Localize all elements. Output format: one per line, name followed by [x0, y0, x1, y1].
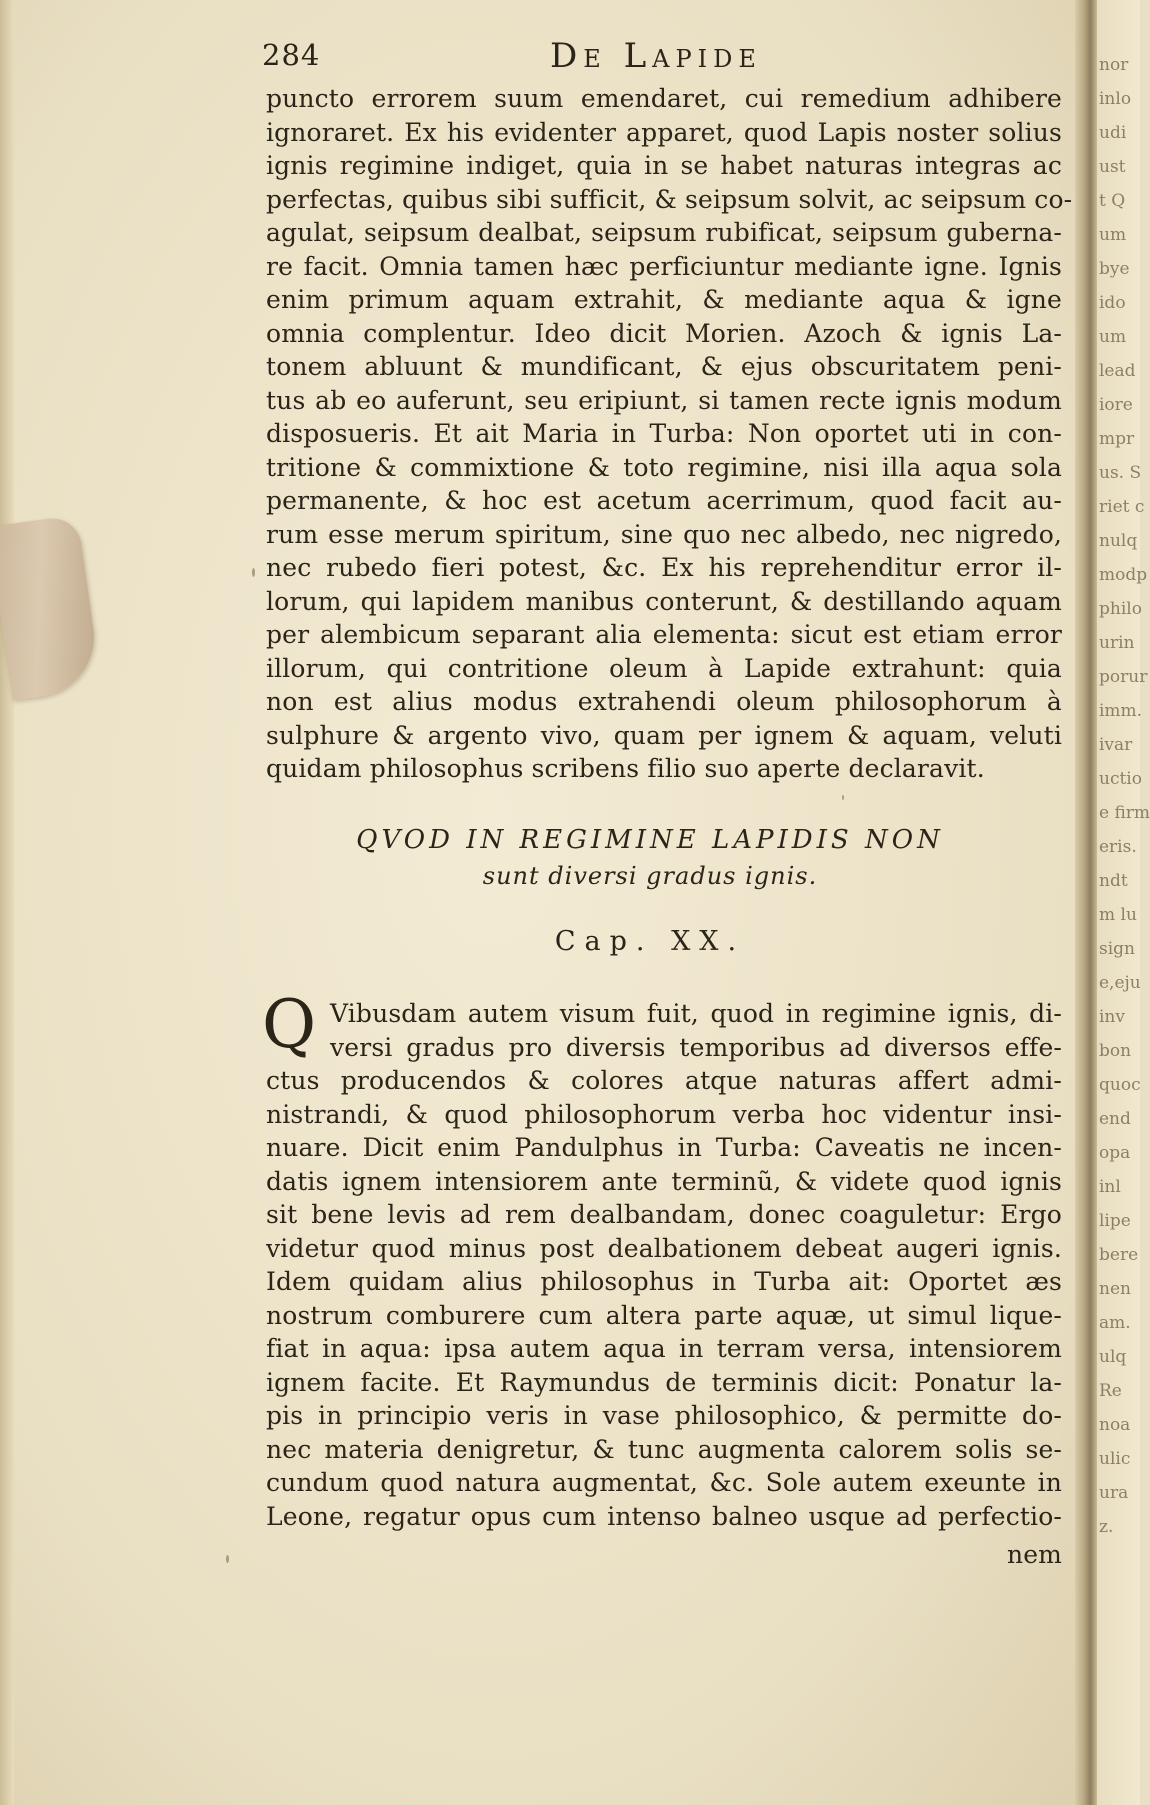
text-line: nec materia denigretur, & tunc augmenta calorem solis se- — [266, 1434, 1062, 1464]
adjacent-page-fragment: nor — [1099, 55, 1129, 75]
text-line: pis in principio veris in vase philosophico, & permitte do- — [266, 1401, 1062, 1430]
text-line: ctus producendos & colores atque naturas affert admi- — [266, 1066, 1062, 1095]
adjacent-page-fragment: mpr — [1099, 429, 1135, 449]
ink-speck — [842, 795, 844, 800]
adjacent-page-fragment: philo — [1099, 599, 1142, 619]
bottom-paragraph — [266, 1064, 1062, 1533]
adjacent-page-fragment: ust — [1099, 157, 1126, 177]
adjacent-page-fragment: quoc — [1099, 1075, 1141, 1095]
text-line: Leone, regatur opus cum intenso balneo usque ad perfectio- — [266, 1501, 1062, 1531]
adjacent-page-fragment: imm. — [1099, 701, 1143, 721]
text-line: cundum quod natura augmentat, &c. Sole autem exeunte in — [266, 1468, 1062, 1497]
text-line: enim primum aquam extrahit, & mediante aqua & igne — [266, 285, 1062, 314]
adjacent-page-fragment: ulq — [1099, 1347, 1127, 1367]
adjacent-page-fragment: um — [1099, 327, 1127, 347]
text-line: per alembicum separant alia elementa: sicut est etiam error — [266, 620, 1062, 649]
adjacent-page-fragment: inv — [1099, 1007, 1125, 1027]
adjacent-page-fragment: urin — [1099, 633, 1135, 653]
adjacent-page-fragment: ndt — [1099, 871, 1128, 891]
bottom-paragraph-indented — [330, 997, 1062, 1064]
adjacent-page-fragment: Re — [1099, 1381, 1122, 1401]
text-line: agulat, seipsum dealbat, seipsum rubificat, seipsum guberna- — [266, 218, 1062, 247]
adjacent-page-fragment: porur — [1099, 667, 1148, 687]
text-line: omnia complentur. Ideo dicit Morien. Azoch & ignis La- — [266, 318, 1062, 348]
text-line: ignoraret. Ex his evidenter apparet, quod Lapis noster solius — [266, 117, 1062, 147]
adjacent-page-fragment: z. — [1099, 1517, 1114, 1537]
top-paragraph — [266, 82, 1073, 786]
text-line: rum esse merum spiritum, sine quo nec albedo, nec nigredo, — [266, 519, 1062, 549]
chapter-title: QVOD IN REGIMINE LAPIDIS NON — [356, 825, 944, 855]
adjacent-page-fragment: sign — [1099, 939, 1135, 959]
adjacent-page-fragment: bere — [1099, 1245, 1139, 1265]
text-line: ignis regimine indiget, quia in se habet naturas integras ac — [266, 151, 1062, 180]
adjacent-page-fragment: noa — [1099, 1415, 1131, 1435]
text-line: nec rubedo fieri potest, &c. Ex his reprehenditur error il- — [266, 553, 1062, 582]
adjacent-page-fragment: lipe — [1099, 1211, 1131, 1231]
text-line: permanente, & hoc est acetum acerrimum, quod facit au- — [266, 486, 1062, 515]
text-line: sit bene levis ad rem dealbandam, donec coaguletur: Ergo — [266, 1200, 1062, 1229]
adjacent-page-fragment: ura — [1099, 1483, 1129, 1503]
book-spine — [1075, 0, 1097, 1805]
adjacent-page-fragment: bon — [1099, 1041, 1132, 1061]
adjacent-page-fragment: e,eju — [1099, 973, 1141, 993]
text-line: tonem abluunt & mundificant, & ejus obscuritatem peni- — [266, 352, 1062, 381]
text-line: datis ignem intensiorem ante terminũ, & videte quod ignis — [266, 1166, 1062, 1196]
text-line: non est alius modus extrahendi oleum philosophorum à — [266, 687, 1062, 716]
text-line: Vibusdam autem visum fuit, quod in regimine ignis, di- — [330, 999, 1062, 1028]
adjacent-page-fragment: m lu — [1099, 905, 1137, 925]
adjacent-page-fragment: um — [1099, 225, 1127, 245]
adjacent-page-fragment: ivar — [1099, 735, 1133, 755]
catchword: nem — [1006, 1540, 1062, 1569]
running-head: De Lapide — [550, 36, 762, 76]
text-line: re facit. Omnia tamen hæc perficiuntur mediante igne. Ignis — [266, 251, 1062, 281]
adjacent-page-fragment: eris. — [1099, 837, 1137, 857]
adjacent-page-fragment: t Q — [1099, 191, 1126, 211]
text-line: disposueris. Et ait Maria in Turba: Non oportet uti in con- — [266, 419, 1062, 448]
text-line: nostrum comburere cum altera parte aquæ, ut simul lique- — [266, 1300, 1062, 1330]
adjacent-page-fragment: iore — [1099, 395, 1133, 415]
text-line: tus ab eo auferunt, seu eripiunt, si tamen recte ignis modum — [266, 385, 1062, 415]
adjacent-page-fragment: ido — [1099, 293, 1126, 313]
text-line: Idem quidam alius philosophus in Turba ait: Oportet æs — [266, 1267, 1062, 1296]
adjacent-page-fragment: lead — [1099, 361, 1136, 381]
adjacent-page-fragment: nulq — [1099, 531, 1138, 551]
ink-speck — [252, 568, 255, 577]
text-line: ignem facite. Et Raymundus de terminis dicit: Ponatur la- — [266, 1367, 1062, 1397]
adjacent-page-fragment: udi — [1099, 123, 1127, 143]
adjacent-page-fragment: opa — [1099, 1143, 1131, 1163]
text-line: perfectas, quibus sibi sufficit, & seipsum solvit, ac seipsum co- — [266, 184, 1073, 214]
text-line: fiat in aqua: ipsa autem aqua in terram versa, intensiorem — [266, 1334, 1062, 1363]
adjacent-page-fragment: ulic — [1099, 1449, 1131, 1469]
adjacent-page-fragment: am. — [1099, 1313, 1131, 1333]
page-header — [262, 36, 822, 84]
adjacent-page-fragment: modp — [1099, 565, 1148, 585]
text-line: lorum, qui lapidem manibus conterunt, & destillando aquam — [266, 586, 1062, 616]
page-number: 284 — [262, 38, 321, 72]
text-line: nuare. Dicit enim Pandulphus in Turba: Caveatis ne incen- — [266, 1133, 1062, 1162]
adjacent-page-fragment: inl — [1099, 1177, 1121, 1197]
text-line: quidam philosophus scribens filio suo aperte declaravit. — [266, 754, 985, 783]
text-line: nistrandi, & quod philosophorum verba hoc videntur insi- — [266, 1099, 1062, 1129]
adjacent-page-fragment: nen — [1099, 1279, 1131, 1299]
text-line: puncto errorem suum emendaret, cui remedium adhibere — [266, 84, 1062, 113]
adjacent-page-fragment: end — [1099, 1109, 1131, 1129]
text-line: sulphure & argento vivo, quam per ignem & aquam, veluti — [266, 720, 1062, 750]
text-line: versi gradus pro diversis temporibus ad diversos effe- — [330, 1032, 1062, 1062]
adjacent-page-edge — [1097, 0, 1150, 1805]
catchword-block — [266, 1538, 1062, 1572]
adjacent-page-fragment: us. S — [1099, 463, 1142, 483]
adjacent-page-fragment: bye — [1099, 259, 1130, 279]
adjacent-page-fragment: e firm — [1099, 803, 1150, 823]
chapter-subtitle: sunt diversi gradus ignis. — [482, 862, 818, 890]
text-line: videtur quod minus post dealbationem debeat augeri ignis. — [266, 1233, 1062, 1263]
drop-cap-initial: Q — [262, 986, 317, 1063]
text-line: illorum, qui contritione oleum à Lapide extrahunt: quia — [266, 653, 1062, 683]
adjacent-page-fragment: uctio — [1099, 769, 1142, 789]
adjacent-page-fragment: riet c — [1099, 497, 1145, 517]
chapter-number: Cap. XX. — [554, 926, 746, 957]
adjacent-page-fragment: inlo — [1099, 89, 1132, 109]
text-line: tritione & commixtione & toto regimine, nisi illa aqua sola — [266, 452, 1062, 482]
ink-speck — [226, 1555, 229, 1563]
left-page-edge — [0, 0, 14, 1805]
